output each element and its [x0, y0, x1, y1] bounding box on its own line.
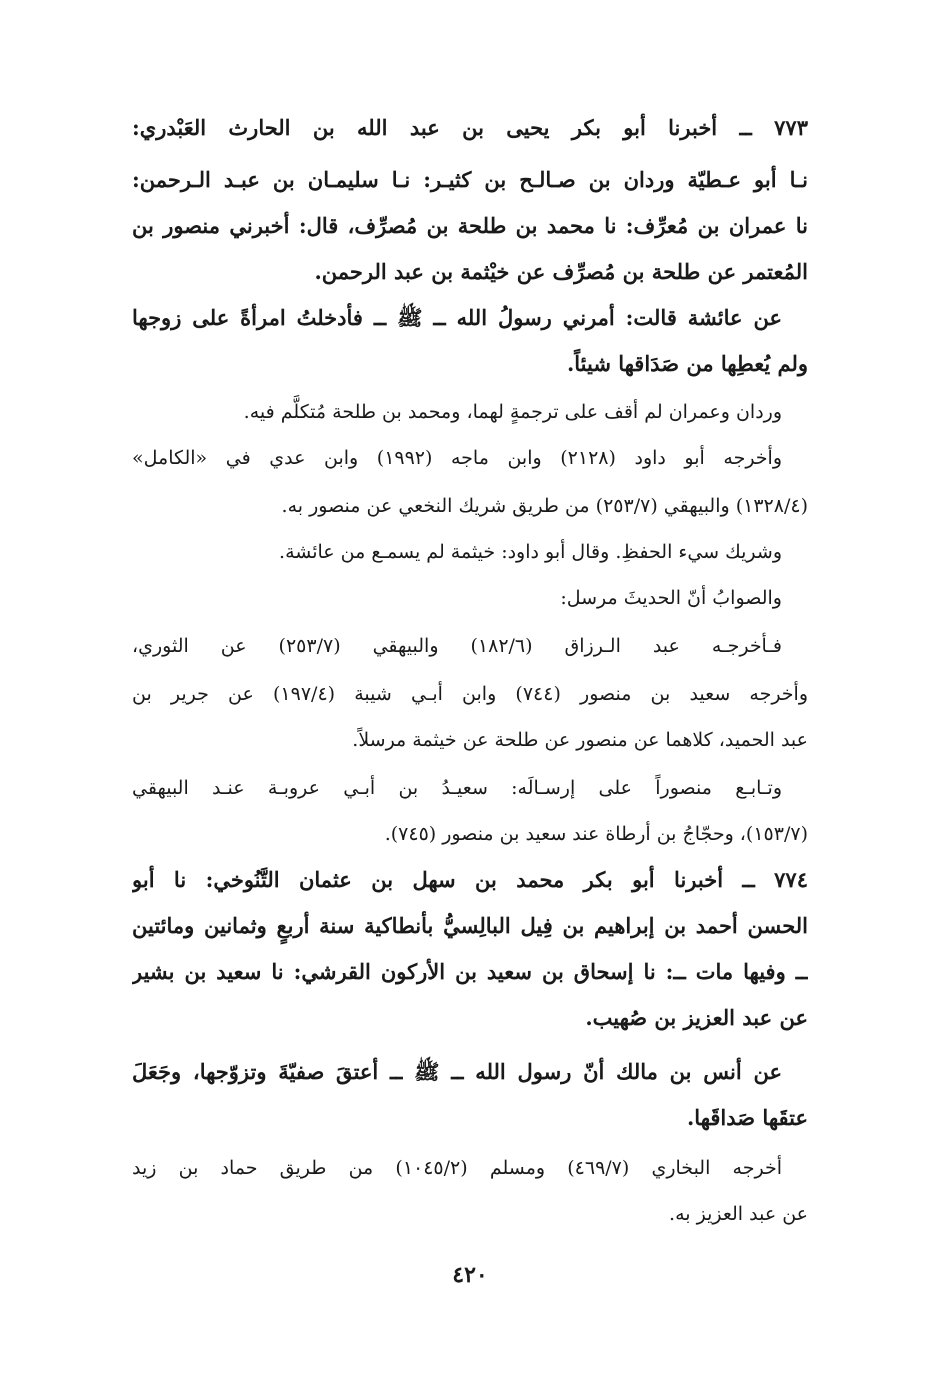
hadith-773-commentary-line-3: (١٣٢٨/٤) والبيهقي (٢٥٣/٧) من طريق شريك النخعي عن منصور به.: [281, 495, 808, 517]
hadith-773-isnad-line-3: نا عمران بن مُعرِّف: نا محمد بن طلحة بن مُصرِّف، قال: أخبرني منصور بن: [132, 213, 808, 238]
hadith-773-isnad-line-4: المُعتمر عن طلحة بن مُصرِّف عن خيْثمة بن عبد الرحمن.: [314, 259, 808, 284]
hadith-774-matn-line-2: عتقَها صَداقَها.: [687, 1105, 808, 1130]
hadith-773-isnad-line-2: نـا أبو عـطيّة وردان بن صـالـح بن كثيـر: نـا سليمـان بن عبـد الـرحمن:: [132, 167, 808, 192]
hadith-774-isnad-line-1: ٧٧٤ ــ أخبرنا أبو بكر محمد بن سهل بن عثمان التَّنُوخي: نا أبو: [132, 867, 808, 892]
hadith-773-commentary-line-2: وأخرجه أبو داود (٢١٢٨) وابن ماجه (١٩٩٢) وابن عدي في «الكامل»: [132, 447, 783, 469]
hadith-773-commentary-line-6: فـأخرجـه عبد الـرزاق (١٨٢/٦) والبيهقي (٢٥٣/٧) عن الثوري،: [132, 635, 782, 657]
page-number: ٤٢٠: [452, 1262, 488, 1288]
hadith-773-commentary-line-7: وأخرجه سعيد بن منصور (٧٤٤) وابن أبـي شيبة (١٩٧/٤) عن جرير بن: [132, 683, 808, 705]
hadith-773-isnad-line-1: ٧٧٣ ــ أخبرنا أبو بكر يحيى بن عبد الله بن الحارث العَبْدري:: [132, 115, 808, 140]
hadith-774-matn-line-1: عن أنس بن مالك أنّ رسول الله ــ ﷺ ــ أعتقَ صفيّةَ وتزوّجها، وجَعَلَ: [132, 1059, 782, 1084]
hadith-774-commentary-line-2: عن عبد العزيز به.: [669, 1203, 808, 1225]
hadith-773-commentary-line-8: عبد الحميد، كلاهما عن منصور عن طلحة عن خيثمة مرسلاً.: [352, 729, 808, 751]
hadith-774-isnad-line-3: ــ وفيها مات ــ: نا إسحاق بن سعيد بن الأركون القرشي: نا سعيد بن بشير: [132, 959, 808, 984]
hadith-774-isnad-line-2: الحسن أحمد بن إبراهيم بن فِيل البالِسيُّ بأنطاكية سنة أربعٍ وثمانين ومائتين: [132, 913, 808, 938]
hadith-773-commentary-line-5: والصوابُ أنّ الحديثَ مرسل:: [560, 587, 782, 609]
hadith-773-matn-line-1: عن عائشة قالت: أمرني رسولُ الله ــ ﷺ ــ فأدخلتُ امرأةً على زوجها: [132, 305, 782, 330]
hadith-773-commentary-line-9: وتـابـع منصوراً على إرسـالَه: سعيـدُ بن أبـي عروبـة عنـد البيهقي: [132, 777, 782, 799]
hadith-773-commentary-line-4: وشريك سيء الحفظِ. وقال أبو داود: خيثمة لم يسمـع من عائشة.: [279, 541, 782, 563]
hadith-773-commentary-line-1: وردان وعمران لم أقف على ترجمةٍ لهما، ومحمد بن طلحة مُتكلَّم فيه.: [243, 401, 782, 423]
hadith-774-commentary-line-1: أخرجه البخاري (٤٦٩/٧) ومسلم (١٠٤٥/٢) من طريق حماد بن زيد: [132, 1157, 782, 1179]
hadith-773-matn-line-2: ولم يُعطِها من صَدَاقها شيئاً.: [566, 351, 808, 376]
hadith-773-commentary-line-10: (١٥٣/٧)، وحجّاجُ بن أرطاة عند سعيد بن منصور (٧٤٥).: [384, 823, 808, 845]
hadith-774-isnad-line-4: عن عبد العزيز بن صُهيب.: [585, 1005, 808, 1030]
